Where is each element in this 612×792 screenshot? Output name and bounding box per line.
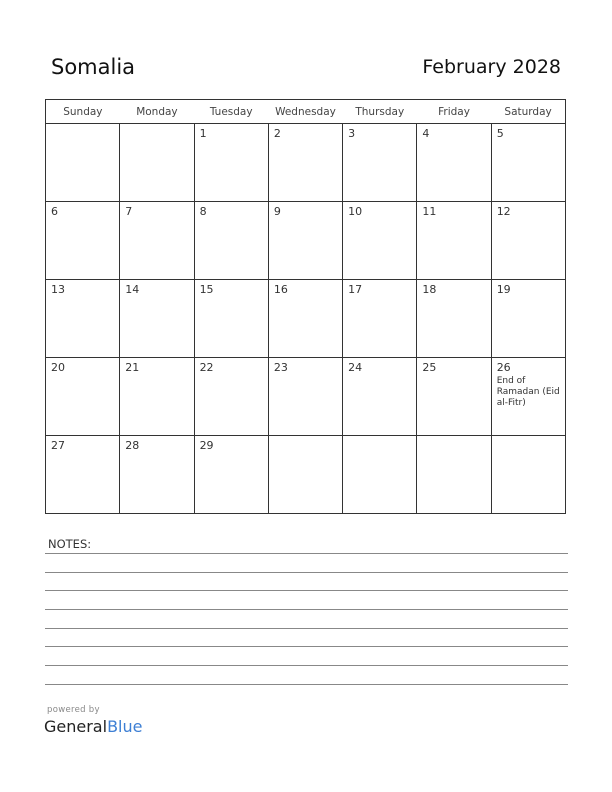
day-cell xyxy=(343,124,417,202)
day-number: 8 xyxy=(199,205,207,218)
brand-blue: Blue xyxy=(107,717,143,736)
day-cell xyxy=(194,280,268,358)
day-cell xyxy=(194,358,268,436)
day-number: 25 xyxy=(422,361,437,374)
day-number: 28 xyxy=(125,439,140,452)
day-cell xyxy=(491,436,565,514)
day-number: 29 xyxy=(199,439,214,452)
note-line xyxy=(45,684,568,685)
country-title: Somalia xyxy=(51,55,136,79)
week-row xyxy=(46,124,566,202)
day-number: 9 xyxy=(273,205,281,218)
day-number: 15 xyxy=(199,283,214,296)
week-row xyxy=(46,358,566,436)
day-cell xyxy=(268,436,342,514)
day-number: 26 xyxy=(496,361,511,374)
day-number: 1 xyxy=(199,127,207,140)
day-cell xyxy=(120,280,194,358)
calendar-grid xyxy=(45,99,566,514)
day-cell xyxy=(417,124,491,202)
weekday-header: Thursday xyxy=(343,100,417,124)
day-cell xyxy=(343,358,417,436)
day-number: 13 xyxy=(51,283,65,296)
day-cell xyxy=(46,202,120,280)
day-cell xyxy=(417,436,491,514)
day-cell xyxy=(194,124,268,202)
note-line xyxy=(45,665,568,666)
day-number: 24 xyxy=(348,361,363,374)
day-number: 23 xyxy=(273,361,288,374)
week-row xyxy=(46,280,566,358)
day-cell xyxy=(268,358,342,436)
day-number: 22 xyxy=(199,361,214,374)
holiday-label: End of Ramadan (Eid al-Fitr) xyxy=(496,376,560,408)
day-number: 4 xyxy=(422,127,430,140)
weekday-header: Sunday xyxy=(46,100,120,124)
day-number: 10 xyxy=(348,205,363,218)
day-number: 7 xyxy=(125,205,133,218)
day-cell xyxy=(491,280,565,358)
weekday-header-row xyxy=(46,100,566,124)
day-cell xyxy=(491,202,565,280)
day-number: 18 xyxy=(422,283,437,296)
powered-by-text: powered by xyxy=(47,705,100,715)
day-number: 16 xyxy=(273,283,288,296)
note-line xyxy=(45,572,568,573)
day-cell xyxy=(268,280,342,358)
weekday-header: Monday xyxy=(120,100,194,124)
day-number: 17 xyxy=(348,283,363,296)
day-number: 27 xyxy=(51,439,65,452)
day-cell xyxy=(46,280,120,358)
day-cell xyxy=(46,358,120,436)
day-cell xyxy=(120,358,194,436)
day-cell xyxy=(343,280,417,358)
day-number: 3 xyxy=(348,127,356,140)
day-cell xyxy=(194,436,268,514)
day-number: 14 xyxy=(125,283,140,296)
day-cell xyxy=(417,202,491,280)
note-line xyxy=(45,590,568,591)
day-cell xyxy=(491,358,565,436)
weekday-header: Saturday xyxy=(491,100,565,124)
note-line xyxy=(45,628,568,629)
day-number: 2 xyxy=(273,127,281,140)
month-year-title: February 2028 xyxy=(422,56,561,78)
day-number: 6 xyxy=(51,205,58,218)
weekday-header: Tuesday xyxy=(194,100,268,124)
day-cell xyxy=(343,436,417,514)
day-cell xyxy=(343,202,417,280)
day-cell xyxy=(46,124,120,202)
week-row xyxy=(46,202,566,280)
day-cell xyxy=(120,436,194,514)
note-line xyxy=(45,646,568,647)
day-cell xyxy=(194,202,268,280)
day-number: 11 xyxy=(422,205,437,218)
notes-label: NOTES: xyxy=(48,537,92,551)
day-number: 20 xyxy=(51,361,65,374)
day-cell xyxy=(491,124,565,202)
day-cell xyxy=(120,124,194,202)
day-cell xyxy=(268,124,342,202)
note-line xyxy=(45,553,568,554)
day-cell xyxy=(417,358,491,436)
generalblue-logo[interactable] xyxy=(44,717,142,736)
day-number: 21 xyxy=(125,361,140,374)
weekday-header: Friday xyxy=(417,100,491,124)
day-cell xyxy=(120,202,194,280)
day-cell xyxy=(46,436,120,514)
day-cell xyxy=(417,280,491,358)
day-cell xyxy=(268,202,342,280)
brand-general: General xyxy=(44,717,108,736)
week-row xyxy=(46,436,566,514)
day-number: 19 xyxy=(496,283,511,296)
day-number: 12 xyxy=(496,205,511,218)
weekday-header: Wednesday xyxy=(268,100,342,124)
note-line xyxy=(45,609,568,610)
day-number: 5 xyxy=(496,127,504,140)
